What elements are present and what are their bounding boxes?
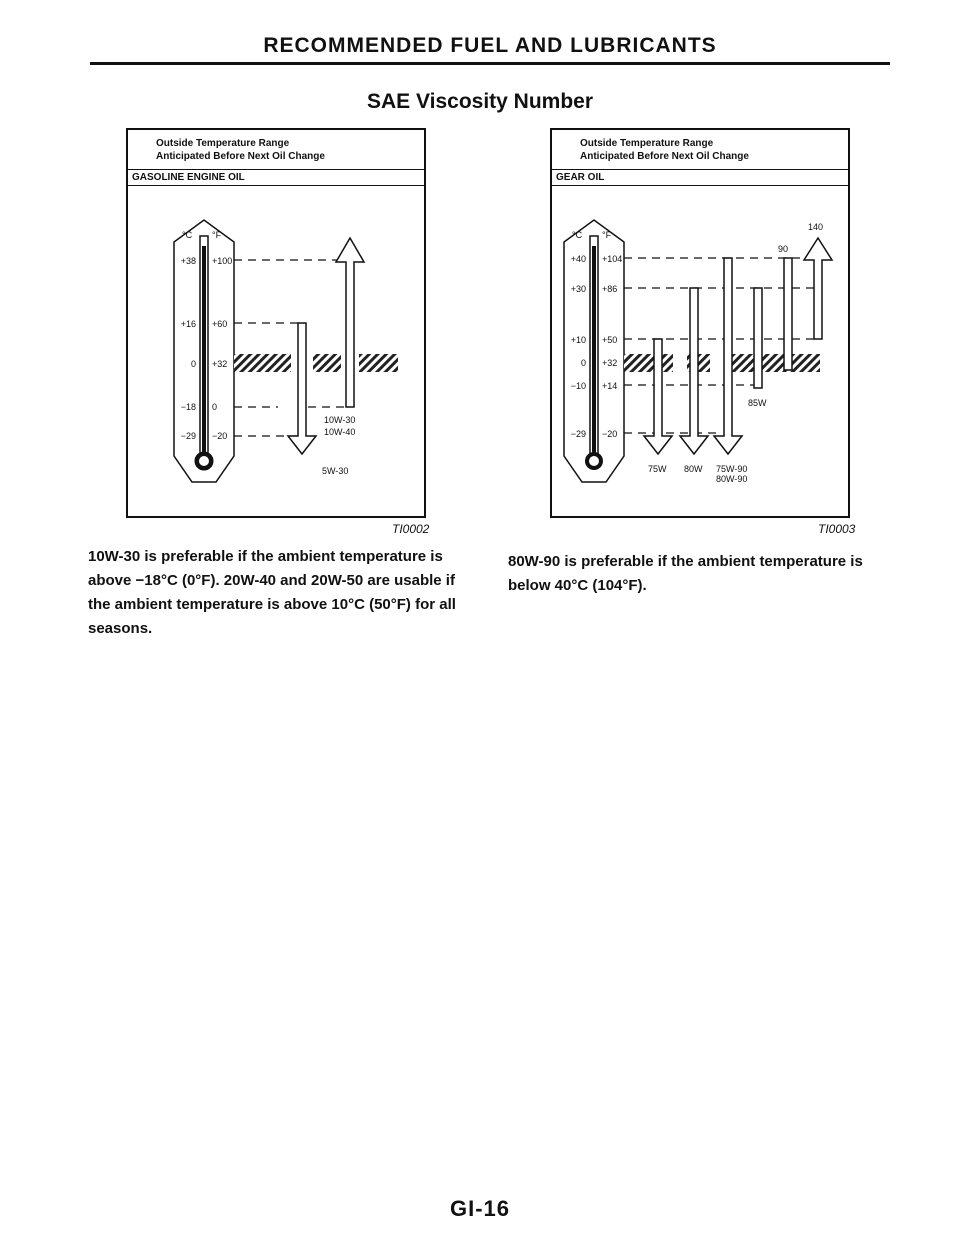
grade-label: 75W xyxy=(648,464,667,474)
celsius-tick: +10 xyxy=(570,335,586,345)
celsius-tick: −29 xyxy=(180,431,196,441)
grade-label: 10W-40 xyxy=(324,427,356,437)
grade-label: 80W-90 xyxy=(716,474,748,484)
85w-bar xyxy=(754,288,762,388)
engine-oil-diagram xyxy=(126,128,426,518)
fahrenheit-unit: °F xyxy=(602,230,612,240)
celsius-tick: +16 xyxy=(180,319,196,329)
grade-label: 5W-30 xyxy=(322,466,349,476)
head-line-1: Outside Temperature Range xyxy=(156,138,290,149)
thermometer-bulb-highlight xyxy=(199,456,209,466)
celsius-tick: 0 xyxy=(580,358,586,368)
gear-oil-caption: 80W-90 is preferable if the ambient temperature is below 40°C (104°F). xyxy=(508,553,863,594)
head-line-2: Anticipated Before Next Oil Change xyxy=(580,151,749,162)
grade-label: 80W xyxy=(684,464,703,474)
section-title: SAE Viscosity Number xyxy=(366,90,594,113)
band-gap xyxy=(673,354,687,372)
fahrenheit-tick: +32 xyxy=(602,358,618,368)
fahrenheit-tick: +104 xyxy=(602,254,623,264)
gear-oil-chart xyxy=(552,186,848,516)
grade-label: 90 xyxy=(778,244,789,254)
10w30-arrow xyxy=(336,238,364,407)
grade-label: 75W-90 xyxy=(716,464,748,474)
celsius-tick: +38 xyxy=(180,256,196,266)
fahrenheit-tick: +100 xyxy=(212,256,233,266)
freezing-band xyxy=(234,354,398,372)
celsius-tick: −29 xyxy=(570,429,586,439)
90-bar xyxy=(784,258,792,370)
celsius-tick: −10 xyxy=(570,381,586,391)
celsius-tick: 0 xyxy=(190,359,196,369)
fahrenheit-tick: +60 xyxy=(212,319,228,329)
header-rule xyxy=(90,62,890,65)
page-header: RECOMMENDED FUEL AND LUBRICANTS xyxy=(263,34,717,57)
engine-oil-label: GASOLINE ENGINE OIL xyxy=(128,170,424,186)
band-gap xyxy=(710,354,724,372)
fahrenheit-tick: −20 xyxy=(602,429,618,439)
fahrenheit-tick: +86 xyxy=(602,284,618,294)
diagram-head xyxy=(552,130,848,170)
head-line-2: Anticipated Before Next Oil Change xyxy=(156,151,325,162)
grade-label: 140 xyxy=(808,222,824,232)
guide-lines xyxy=(234,260,346,436)
celsius-unit: °C xyxy=(572,230,583,240)
fahrenheit-unit: °F xyxy=(212,230,222,240)
fahrenheit-tick: +32 xyxy=(212,359,228,369)
celsius-tick: +40 xyxy=(570,254,586,264)
gear-oil-diagram xyxy=(550,128,850,518)
celsius-unit: °C xyxy=(182,230,193,240)
figure-id: TI0003 xyxy=(818,522,856,536)
page-number: GI-16 xyxy=(449,1196,511,1221)
grade-label: 85W xyxy=(748,398,767,408)
fahrenheit-tick: +50 xyxy=(602,335,618,345)
engine-oil-chart xyxy=(128,186,424,516)
diagram-head xyxy=(128,130,424,170)
fahrenheit-tick: −20 xyxy=(212,431,228,441)
thermometer-mercury xyxy=(202,246,206,456)
fahrenheit-tick: 0 xyxy=(212,402,218,412)
thermometer-bulb-highlight xyxy=(589,456,599,466)
grade-label: 10W-30 xyxy=(324,415,356,425)
fahrenheit-tick: +14 xyxy=(602,381,618,391)
gear-oil-label: GEAR OIL xyxy=(552,170,848,186)
figure-id: TI0002 xyxy=(392,522,430,536)
engine-oil-caption: 10W-30 is preferable if the ambient temperature is above −18°C (0°F). 20W-40 and 20W-50 are usable if the ambient temperature is above 10°C (50°F) for all seasons. xyxy=(88,548,456,637)
5w30-arrow xyxy=(288,323,316,454)
celsius-tick: +30 xyxy=(570,284,586,294)
head-line-1: Outside Temperature Range xyxy=(580,138,714,149)
celsius-tick: −18 xyxy=(180,402,196,412)
thermometer-mercury xyxy=(592,246,596,456)
